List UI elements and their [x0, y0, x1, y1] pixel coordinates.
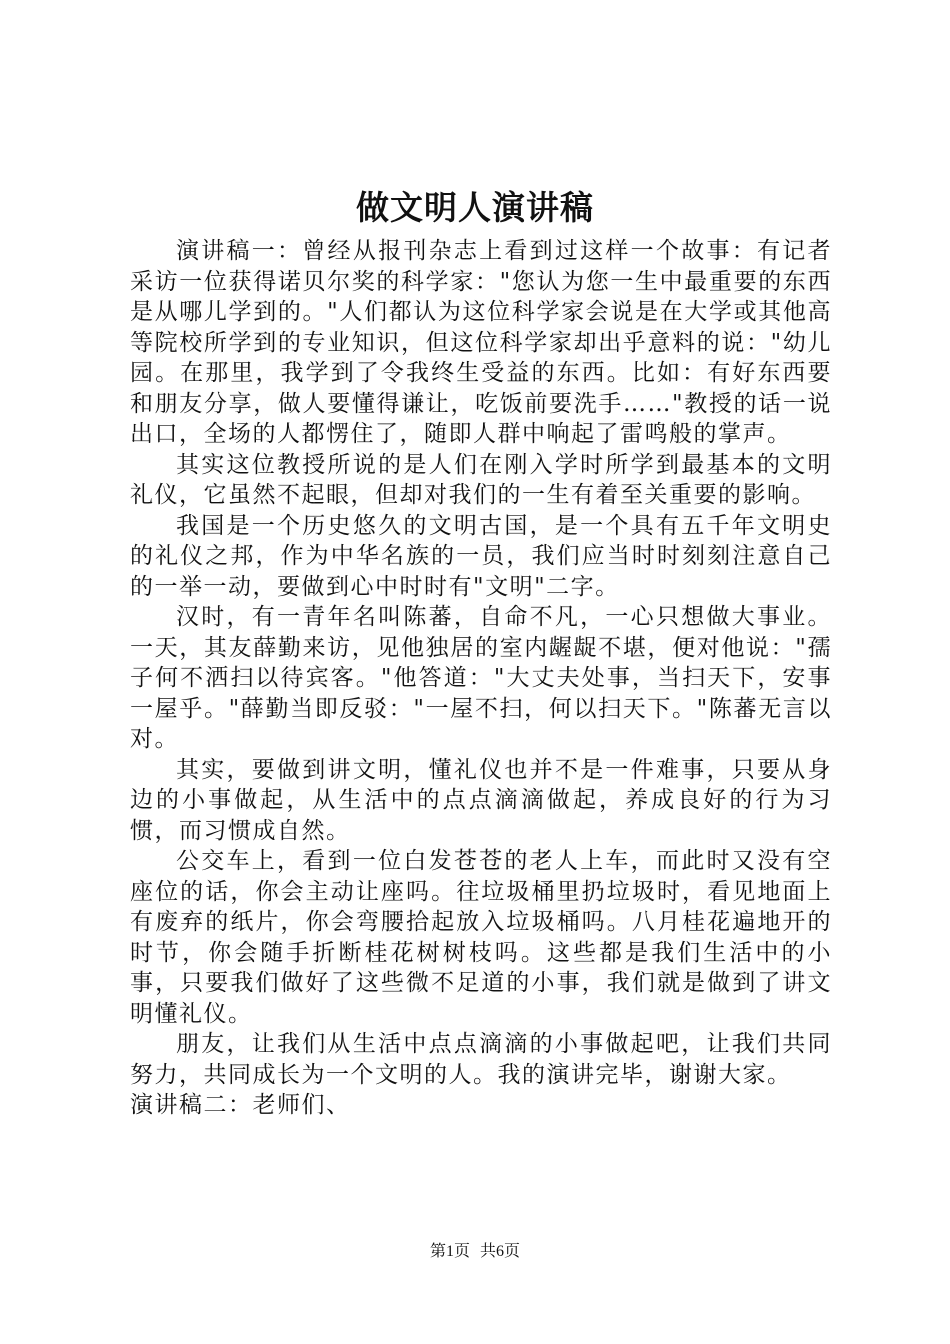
paragraph: 汉时，有一青年名叫陈蕃，自命不凡，一心只想做大事业。一天，其友薛勤来访，见他独居的室内龌龊不堪，便对他说："孺子何不洒扫以待宾客。"他答道："大丈夫处事，当扫天下，安事一屋乎。"薛勤当即反驳："一屋不扫，何以扫天下。"陈蕃无言以对。 [130, 604, 832, 752]
paragraph: 演讲稿二：老师们、 [130, 1092, 351, 1118]
page-footer [0, 1242, 950, 1262]
paragraph: 公交车上，看到一位白发苍苍的老人上车，而此时又没有空座位的话，你会主动让座吗。往垃圾桶里扔垃圾时，看见地面上有废弃的纸片，你会弯腰拾起放入垃圾桶吗。八月桂花遍地开的时节，你会随手折断桂花树树枝吗。这些都是我们生活中的小事，只要我们做好了这些微不足道的小事，我们就是做到了讲文明懂礼仪。 [130, 848, 832, 1027]
page-number: 第1页 [429, 1243, 470, 1260]
paragraph: 演讲稿一：曾经从报刊杂志上看到过这样一个故事：有记者采访一位获得诺贝尔奖的科学家："您认为您一生中最重要的东西是从哪儿学到的。"人们都认为这位科学家会说是在大学或其他高等院校所学到的专业知识，但这位科学家却出乎意料的说："幼儿园。在那里，我学到了令我终生受益的东西。比如：有好东西要和朋友分享，做人要懂得谦让，吃饭前要洗手……"教授的话一说出口，全场的人都愣住了，随即人群中响起了雷鸣般的掌声。 [130, 238, 832, 447]
paragraph: 我国是一个历史悠久的文明古国，是一个具有五千年文明史的礼仪之邦，作为中华名族的一员，我们应当时时刻刻注意自己的一举一动，要做到心中时时有"文明"二字。 [130, 512, 832, 600]
document-title: 做文明人演讲稿 [356, 188, 594, 227]
paragraph: 其实这位教授所说的是人们在刚入学时所学到最基本的文明礼仪，它虽然不起眼，但却对我们的一生有着至关重要的影响。 [130, 451, 832, 508]
paragraph: 其实，要做到讲文明，懂礼仪也并不是一件难事，只要从身边的小事做起，从生活中的点点滴滴做起，养成良好的行为习惯，而习惯成自然。 [130, 756, 832, 844]
page-total: 共6页 [480, 1243, 521, 1260]
paragraph: 朋友，让我们从生活中点点滴滴的小事做起吧，让我们共同努力，共同成长为一个文明的人。我的演讲完毕，谢谢大家。 [130, 1031, 832, 1088]
document-body [130, 236, 832, 1121]
